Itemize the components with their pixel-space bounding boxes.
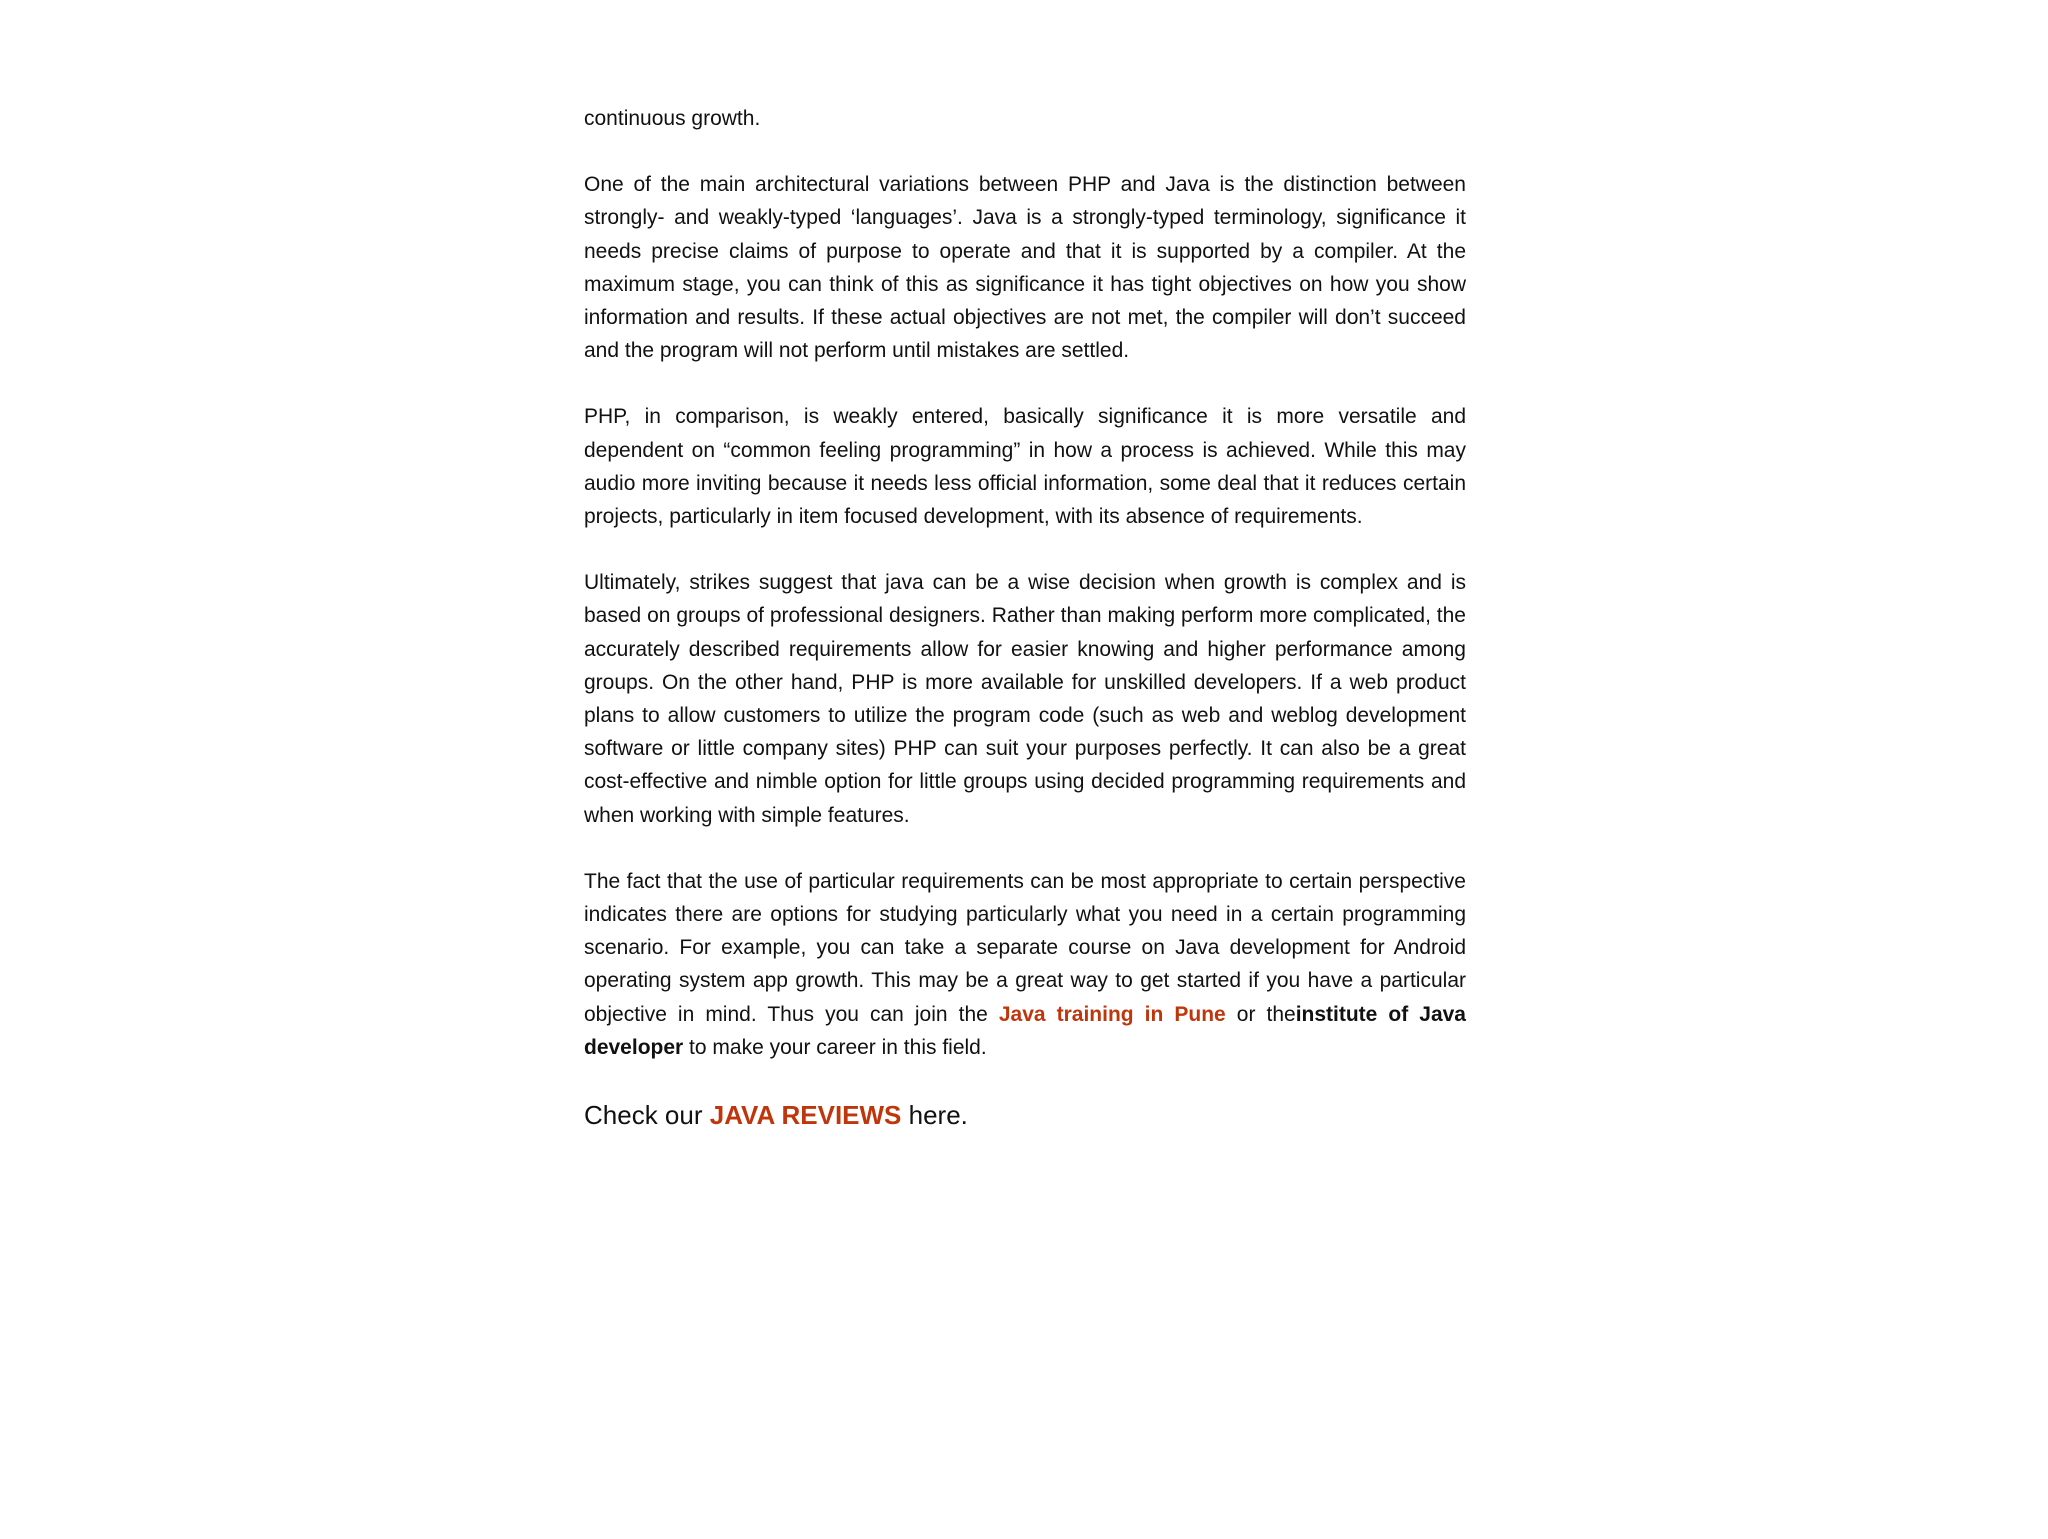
cta-suffix: here.	[901, 1100, 968, 1131]
java-training-pune-link[interactable]: Java training in Pune	[998, 1002, 1226, 1026]
java-reviews-link[interactable]: JAVA REVIEWS	[709, 1100, 902, 1131]
paragraph-php-weak-typing: PHP, in comparison, is weakly entered, basically significance it is more versatile and dependent on “common feeling programming” in how a process is achieved. While this may audio more inviting because it needs less official information, some deal that it reduces certain projects, particularly in item focused development, with its absence of requirements.	[584, 405, 1466, 529]
paragraph-training	[584, 865, 1466, 1064]
paragraph-continuation: continuous growth.	[584, 107, 761, 130]
training-text-before: The fact that the use of particular requirements can be most appropriate to certain perspective indicates there are options for studying particularly what you need in a certain programming scenario. For example, you can take a separate course on Java development for Android operating system app growth. This may be a great way to get started if you have a particular objective in mind. Thus you can join the	[584, 869, 1466, 1026]
reviews-callout	[584, 1097, 1466, 1133]
institute-bold-text: institute of Java developer	[584, 1002, 1466, 1059]
document-page	[584, 102, 1466, 1133]
paragraph-conclusion: Ultimately, strikes suggest that java can be a wise decision when growth is complex and is based on groups of professional designers. Rather than making perform more complicated, the accurately described requirements allow for easier knowing and higher performance among groups. On the other hand, PHP is more available for unskilled developers. If a web product plans to allow customers to utilize the program code (such as web and weblog development software or little company sites) PHP can suit your purposes perfectly. It can also be a great cost-effective and nimble option for little groups using decided programming requirements and when working with simple features.	[584, 571, 1466, 827]
cta-prefix: Check our	[584, 1100, 710, 1131]
training-text-after: to make your career in this field.	[683, 1035, 987, 1059]
paragraph-typing-comparison: One of the main architectural variations between PHP and Java is the distinction between strongly- and weakly-typed ‘languages’. Java is a strongly-typed terminology, significance it needs precise claims of purpose to operate and that it is supported by a compiler. At the maximum stage, you can think of this as significance it has tight objectives on how you show information and results. If these actual objectives are not met, the compiler will don’t succeed and the program will not perform until mistakes are settled.	[584, 173, 1466, 363]
training-text-between: or the	[1225, 1002, 1296, 1026]
